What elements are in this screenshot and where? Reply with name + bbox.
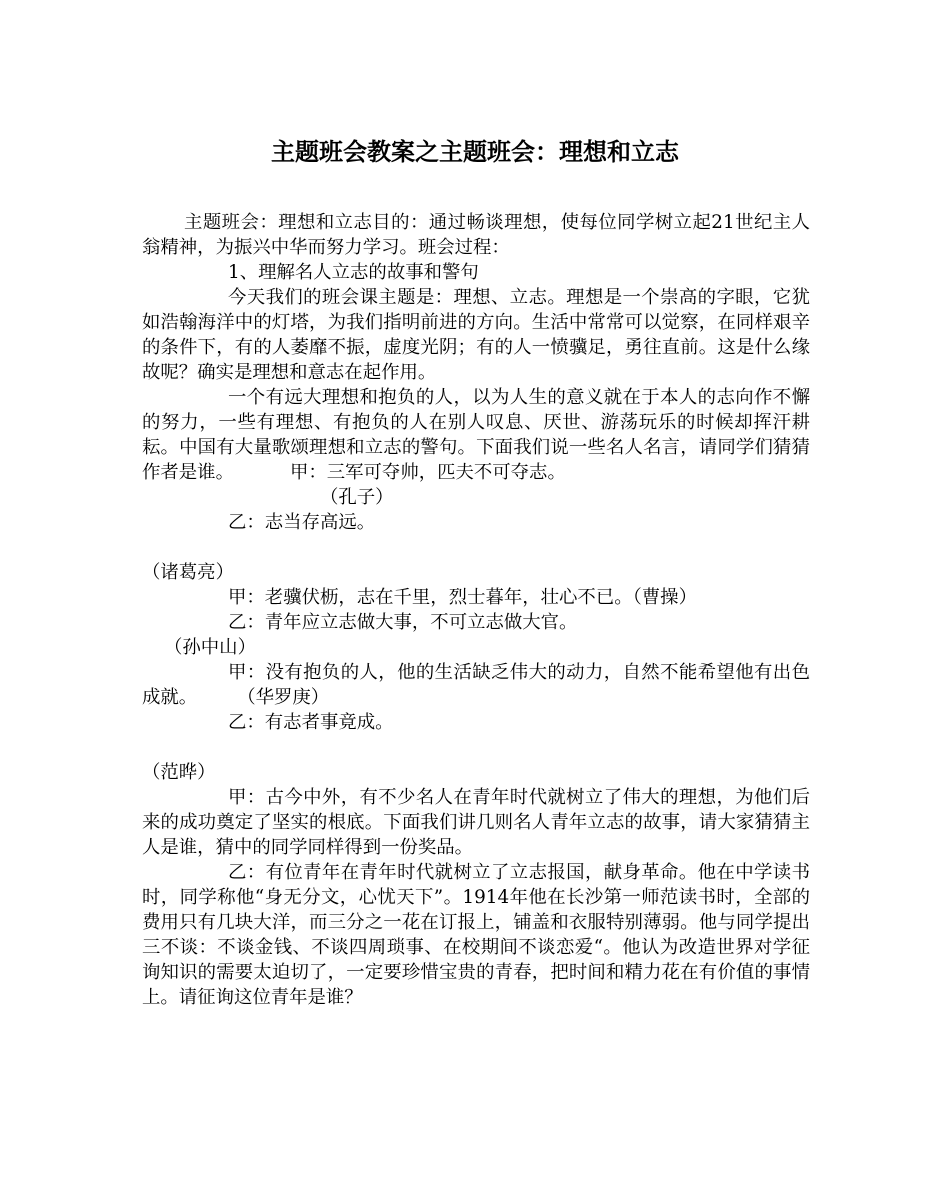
- attribution-fanye: （范晔）: [142, 762, 216, 783]
- paragraph-intro: 主题班会：理想和立志目的：通过畅谈理想，使每位同学树立起21世纪主人翁精神，为振兴中华而努力学习。班会过程：: [142, 212, 810, 258]
- attribution-hualuogeng: （华罗庚）: [237, 687, 330, 708]
- quote-kongzi: 甲：三军可夺帅，匹夫不可夺志。: [289, 462, 566, 483]
- quote-zhugeliang: 乙：志当存高远。: [228, 512, 376, 533]
- paragraph-quotes-intro-text: 一个有远大理想和抱负的人，以为人生的意义就在于本人的志向作不懈的努力，一些有理想、有抱负的人在别人叹息、厌世、游荡玩乐的时候却挥汗耕耘。中国有大量歌颂理想和立志的警句。下面我们说一些名人名言，请同学们猜猜作者是谁。: [142, 387, 810, 483]
- document-body: [142, 210, 810, 1010]
- quote-caocao: 甲：老骥伏枥，志在千里，烈士暮年，壮心不已。（曹操）: [228, 587, 697, 608]
- paragraph-section-heading: 1、理解名人立志的故事和警句: [228, 262, 479, 283]
- paragraph-theme: 今天我们的班会课主题是：理想、立志。理想是一个崇高的字眼，它犹如浩翰海洋中的灯塔，为我们指明前进的方向。生活中常常可以觉察，在同样艰辛的条件下，有的人萎靡不振，虚度光阴；有的人一愤骥足，勇往直前。这是什么缘故呢？确实是理想和意志在起作用。: [142, 287, 810, 383]
- quote-sunzhongshan: 乙：青年应立志做大事，不可立志做大官。: [228, 612, 578, 633]
- paragraph-quotes-intro: [142, 385, 810, 485]
- quote-hualuogeng: [142, 660, 810, 710]
- quote-fanye: 乙：有志者事竟成。: [228, 712, 394, 733]
- document-title: 主题班会教案之主题班会：理想和立志: [271, 137, 679, 166]
- attribution-zhugeliang: （诸葛亮）: [142, 562, 234, 583]
- blank-line: [142, 735, 810, 760]
- paragraph-stories-intro: 甲：古今中外，有不少名人在青年时代就树立了伟大的理想，为他们后来的成功奠定了坚实的根底。下面我们讲几则名人青年立志的故事，请大家猜猜主人是谁，猜中的同学同样得到一份奖品。: [142, 787, 810, 858]
- paragraph-story: 乙：有位青年在青年时代就树立了立志报国，献身革命。他在中学读书时，同学称他“身无分文，心忧天下”。1914年他在长沙第一师范读书时，全部的费用只有几块大洋，而三分之一花在订报上，铺盖和衣服特别薄弱。他与同学提出三不谈：不谈金钱、不谈四周琐事、在校期间不谈恋爱“。他认为改造世界对学征询知识的需要太迫切了，一定要珍惜宝贵的青春，把时间和精力花在有价值的事情上。请征询这位青年是谁？: [142, 862, 810, 1008]
- attribution-sunzhongshan: （孙中山）: [164, 637, 256, 658]
- attribution-kongzi: （孔子）: [320, 487, 394, 508]
- quote-hualuogeng-text: 甲：没有抱负的人，他的生活缺乏伟大的动力，自然不能希望他有出色成就。: [142, 662, 810, 708]
- blank-line: [142, 535, 810, 560]
